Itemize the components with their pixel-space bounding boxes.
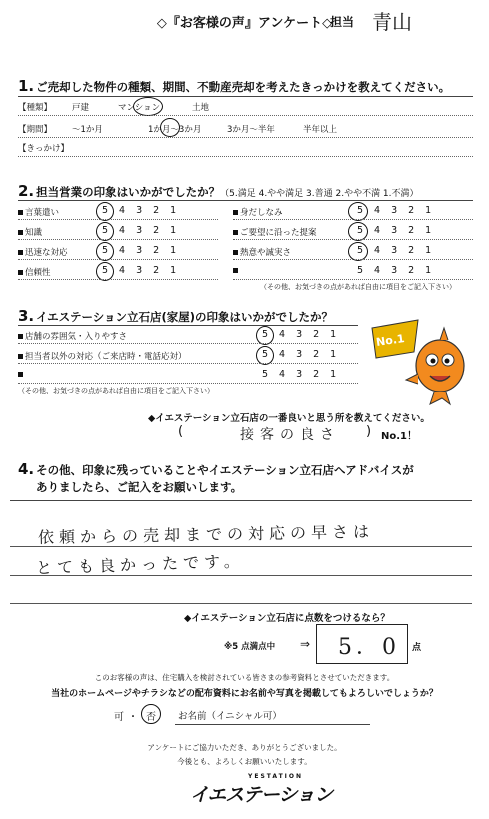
permission-line1: このお客様の声は、住宅購入を検討されている皆さまの参考資料とさせていただきます。 bbox=[94, 673, 395, 682]
logo-small-text: YESTATION bbox=[248, 773, 304, 780]
period-option[interactable]: 3か月〜半年 bbox=[227, 125, 275, 135]
q1-dotted-rule bbox=[18, 156, 473, 157]
q1-rule bbox=[18, 96, 473, 97]
tantou-label: 担当 bbox=[330, 15, 355, 29]
period-option[interactable]: 〜1か月 bbox=[72, 125, 103, 135]
q2-item: 知識 bbox=[18, 226, 42, 238]
square-bullet-icon bbox=[233, 230, 238, 235]
q3-item: 店舗の雰囲気・入りやすさ bbox=[18, 330, 127, 342]
q1-number: 1. bbox=[18, 77, 35, 95]
rating-scale[interactable]: 54321 bbox=[357, 265, 443, 276]
score-arrow: ⇒ bbox=[300, 637, 311, 651]
rating-scale[interactable]: 54321 bbox=[357, 205, 443, 216]
best-close-paren: ) bbox=[366, 424, 372, 439]
q1-dotted-rule bbox=[18, 137, 473, 138]
score-unit: 点 bbox=[412, 643, 422, 653]
q3-note: （その他、お気づきの点があれば自由に項目をご記入下さい） bbox=[18, 387, 214, 395]
q2-note: （その他、お気づきの点があれば自由に項目をご記入下さい） bbox=[260, 283, 456, 291]
best-answer[interactable]: 接客の良さ bbox=[240, 427, 340, 443]
rating-scale[interactable]: 54321 bbox=[102, 265, 188, 276]
q2-item: 熱意や誠実さ bbox=[233, 246, 291, 258]
best-suffix: No.1！ bbox=[381, 431, 417, 442]
dotted-rule bbox=[18, 219, 218, 220]
answer-line bbox=[10, 546, 472, 547]
rating-scale[interactable]: 54321 bbox=[262, 369, 348, 380]
q2-legend: （5.満足 4.やや満足 3.普通 2.やや不満 1.不満） bbox=[220, 189, 419, 199]
square-bullet-icon bbox=[18, 250, 23, 255]
square-bullet-icon bbox=[18, 354, 23, 359]
q2-item: ご要望に沿った提案 bbox=[233, 226, 317, 238]
q4-answer-line2[interactable]: とても良かったです。 bbox=[35, 551, 246, 578]
rating-scale[interactable]: 54321 bbox=[357, 245, 443, 256]
rating-scale[interactable]: 54321 bbox=[262, 329, 348, 340]
permission-yes[interactable]: 可 bbox=[114, 712, 124, 723]
score-value[interactable]: 5．0 bbox=[338, 635, 400, 660]
rating-scale[interactable]: 54321 bbox=[102, 205, 188, 216]
footer-line2: 今後とも、よろしくお願いいたします。 bbox=[177, 757, 312, 766]
rating-scale[interactable]: 54321 bbox=[102, 245, 188, 256]
period-option[interactable]: 1か月〜3か月 bbox=[148, 125, 202, 135]
square-bullet-icon bbox=[18, 372, 23, 377]
dotted-rule bbox=[18, 239, 218, 240]
q1-text: ご売却した物件の種類、期間、不動産売却を考えたきっかけを教えてください。 bbox=[36, 80, 451, 94]
q2-heading bbox=[18, 182, 419, 200]
dotted-rule bbox=[233, 219, 473, 220]
period-selected-circle bbox=[160, 118, 180, 137]
period-option[interactable]: 半年以上 bbox=[303, 125, 338, 135]
no1-badge: No.1 bbox=[375, 332, 406, 349]
fish-mascot-icon bbox=[370, 318, 470, 408]
q4-text-line1: その他、印象に残っていることやイエステーション立石店へアドバイスが bbox=[36, 463, 414, 477]
rating-scale[interactable]: 54321 bbox=[102, 225, 188, 236]
answer-line bbox=[10, 603, 472, 604]
footer-line1: アンケートにご協力いただき、ありがとうございました。 bbox=[147, 743, 342, 752]
q1-period-label: 【期間】 bbox=[18, 125, 53, 135]
q4-answer-line1[interactable]: 依頼からの売却までの対応の早さは bbox=[37, 522, 375, 547]
dotted-rule bbox=[18, 259, 218, 260]
score-question: ◆イエステーション立石店に点数をつけるなら？ bbox=[184, 613, 390, 624]
q3-item: 担当者以外の対応（ご来店時・電話応対） bbox=[18, 350, 187, 362]
q2-item: 言葉遣い bbox=[18, 206, 59, 218]
q4-text-line2: ありましたら、ご記入をお願いします。 bbox=[36, 480, 243, 494]
q2-item: 迅速な対応 bbox=[18, 246, 68, 258]
q3-item bbox=[18, 370, 25, 380]
dotted-rule bbox=[233, 259, 473, 260]
survey-title: ◇『お客様の声』アンケート◇ bbox=[156, 16, 333, 31]
dotted-rule bbox=[233, 279, 473, 280]
q3-number: 3. bbox=[18, 307, 35, 325]
permission-separator: ・ bbox=[128, 712, 138, 723]
dotted-rule bbox=[18, 383, 358, 384]
answer-line bbox=[10, 575, 472, 576]
q2-text: 担当営業の印象はいかがでしたか？ bbox=[36, 185, 221, 199]
permission-no[interactable]: 否 bbox=[146, 712, 156, 723]
q2-item: 信頼性 bbox=[18, 266, 51, 278]
q4-number: 4. bbox=[18, 460, 35, 478]
permission-line2: 当社のホームページやチラシなどの配布資料にお名前や写真を掲載してもよろしいでしょうか？ bbox=[51, 689, 438, 699]
square-bullet-icon bbox=[18, 334, 23, 339]
name-underline[interactable] bbox=[175, 724, 370, 725]
q2-rule bbox=[18, 200, 473, 201]
q4-rule bbox=[10, 500, 472, 501]
name-label: お名前（イニシャル可） bbox=[178, 711, 282, 722]
kind-option[interactable]: 土地 bbox=[192, 103, 210, 113]
kind-option[interactable]: マンション bbox=[118, 103, 161, 113]
q2-item: 身だしなみ bbox=[233, 206, 283, 218]
rating-scale[interactable]: 54321 bbox=[357, 225, 443, 236]
square-bullet-icon bbox=[18, 230, 23, 235]
best-open-paren: ( bbox=[178, 424, 184, 439]
best-question: ◆イエステーション立石店の一番良いと思う所を教えてください。 bbox=[148, 413, 430, 424]
dotted-rule bbox=[18, 363, 358, 364]
square-bullet-icon bbox=[233, 268, 238, 273]
score-note: ※5 点満点中 bbox=[224, 642, 276, 652]
square-bullet-icon bbox=[18, 270, 23, 275]
rating-scale[interactable]: 54321 bbox=[262, 349, 348, 360]
q2-number: 2. bbox=[18, 182, 35, 200]
q1-heading bbox=[18, 77, 450, 95]
dotted-rule bbox=[18, 279, 218, 280]
q1-dotted-rule bbox=[18, 115, 473, 116]
q2-item bbox=[233, 266, 240, 276]
kind-option[interactable]: 戸建 bbox=[72, 103, 90, 113]
square-bullet-icon bbox=[233, 250, 238, 255]
q3-text: イエステーション立石店(家屋)の印象はいかがでしたか？ bbox=[36, 310, 333, 324]
dotted-rule bbox=[233, 239, 473, 240]
kind-selected-circle bbox=[133, 97, 163, 116]
square-bullet-icon bbox=[18, 210, 23, 215]
square-bullet-icon bbox=[233, 210, 238, 215]
company-logo: イエステーション bbox=[190, 784, 333, 806]
q3-rule bbox=[18, 325, 358, 326]
dotted-rule bbox=[18, 343, 358, 344]
q1-trigger-label: 【きっかけ】 bbox=[18, 144, 70, 154]
permission-selected-circle bbox=[141, 704, 161, 724]
q3-heading bbox=[18, 307, 333, 325]
q1-kind-label: 【種類】 bbox=[18, 103, 53, 113]
q4-heading bbox=[18, 460, 414, 478]
tantou-name: 青山 bbox=[372, 10, 412, 34]
